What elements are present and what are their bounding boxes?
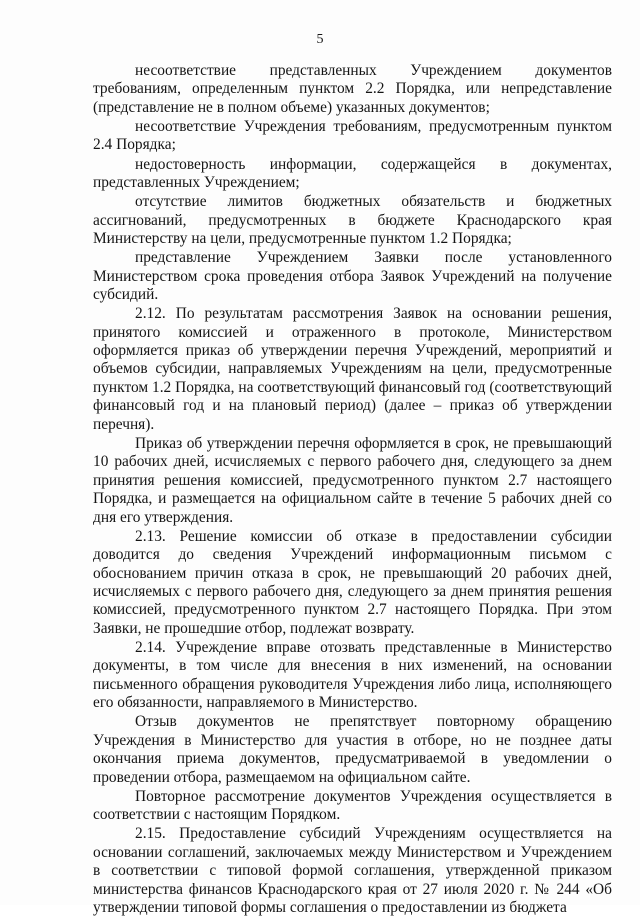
paragraph-2-14: 2.14. Учреждение вправе отозвать представленные в Министерство документы, в том числе для внесения в них изменений, на основании письменного обращения руководителя Учреждения либо лица, исполняющего его обязанности, направляемого в Министерство. [93, 638, 612, 712]
paragraph-2-15: 2.15. Предоставление субсидий Учреждениям осуществляется на основании соглашений, заключаемых между Министерством и Учреждением в соответствии с типовой формой соглашения, утвержденной приказом министерства финансов Краснодарского края от 27 июля 2020 г. № 244 «Об утверждении типовой формы соглашения о предоставлении из бюджета [93, 825, 612, 917]
paragraph-late-application: представление Учреждением Заявки после установленного Министерством срока проведения отбора Заявок Учреждений на получение субсидий. [93, 249, 612, 304]
paragraph-mismatch-institution: несоответствие Учреждения требованиям, предусмотренным пунктом 2.4 Порядка; [93, 118, 612, 154]
document-body [93, 62, 612, 917]
paragraph-repeat-review: Повторное рассмотрение документов Учреждения осуществляется в соответствии с настоящим Порядком. [93, 787, 612, 824]
paragraph-order-approval-term: Приказ об утверждении перечня оформляется в срок, не превышающий 10 рабочих дней, исчисляемых с первого рабочего дня, следующего за днем принятия решения комиссией, предусмотренного пунктом 2.7 настоящего Порядка, и размещается на официальном сайте в течение 5 рабочих дней со дня его утверждения. [93, 434, 612, 526]
paragraph-mismatch-documents: несоответствие представленных Учреждением документов требованиям, определенным пунктом 2.2 Порядка, или непредставление (представление не в полном объеме) указанных документов; [93, 62, 612, 116]
paragraph-2-13: 2.13. Решение комиссии об отказе в предоставлении субсидии доводится до сведения Учреждений информационным письмом с обоснованием причин отказа в срок, не превышающий 20 рабочих дней, исчисляемых с первого рабочего дня, следующего за днем принятия решения комиссией, предусмотренного пунктом 2.7 настоящего Порядка. При этом Заявки, не прошедшие отбор, подлежат возврату. [93, 527, 612, 637]
paragraph-withdrawal: Отзыв документов не препятствует повторному обращению Учреждения в Министерство для участия в отборе, но не позднее даты окончания приема документов, предусматриваемой в уведомлении о проведении отбора, размещаемом на официальном сайте. [93, 713, 612, 786]
paragraph-unreliable-information: недостоверность информации, содержащейся в документах, представленных Учреждением; [93, 155, 612, 192]
page-number: 5 [316, 32, 324, 47]
paragraph-no-budget-limits: отсутствие лимитов бюджетных обязательств и бюджетных ассигнований, предусмотренных в бюджете Краснодарского края Министерству на цели, предусмотренные пунктом 1.2 Порядка; [93, 193, 612, 248]
paragraph-2-12: 2.12. По результатам рассмотрения Заявок на основании решения, принятого комиссией и отраженного в протоколе, Министерством оформляется приказ об утверждении перечня Учреждений, мероприятий и объемов субсидии, направляемых Учреждениям на цели, предусмотренные пунктом 1.2 Порядка, на соответствующий финансовый год (соответствующий финансовый год и на плановый период) (далее – приказ об утверждении перечня). [93, 305, 612, 433]
